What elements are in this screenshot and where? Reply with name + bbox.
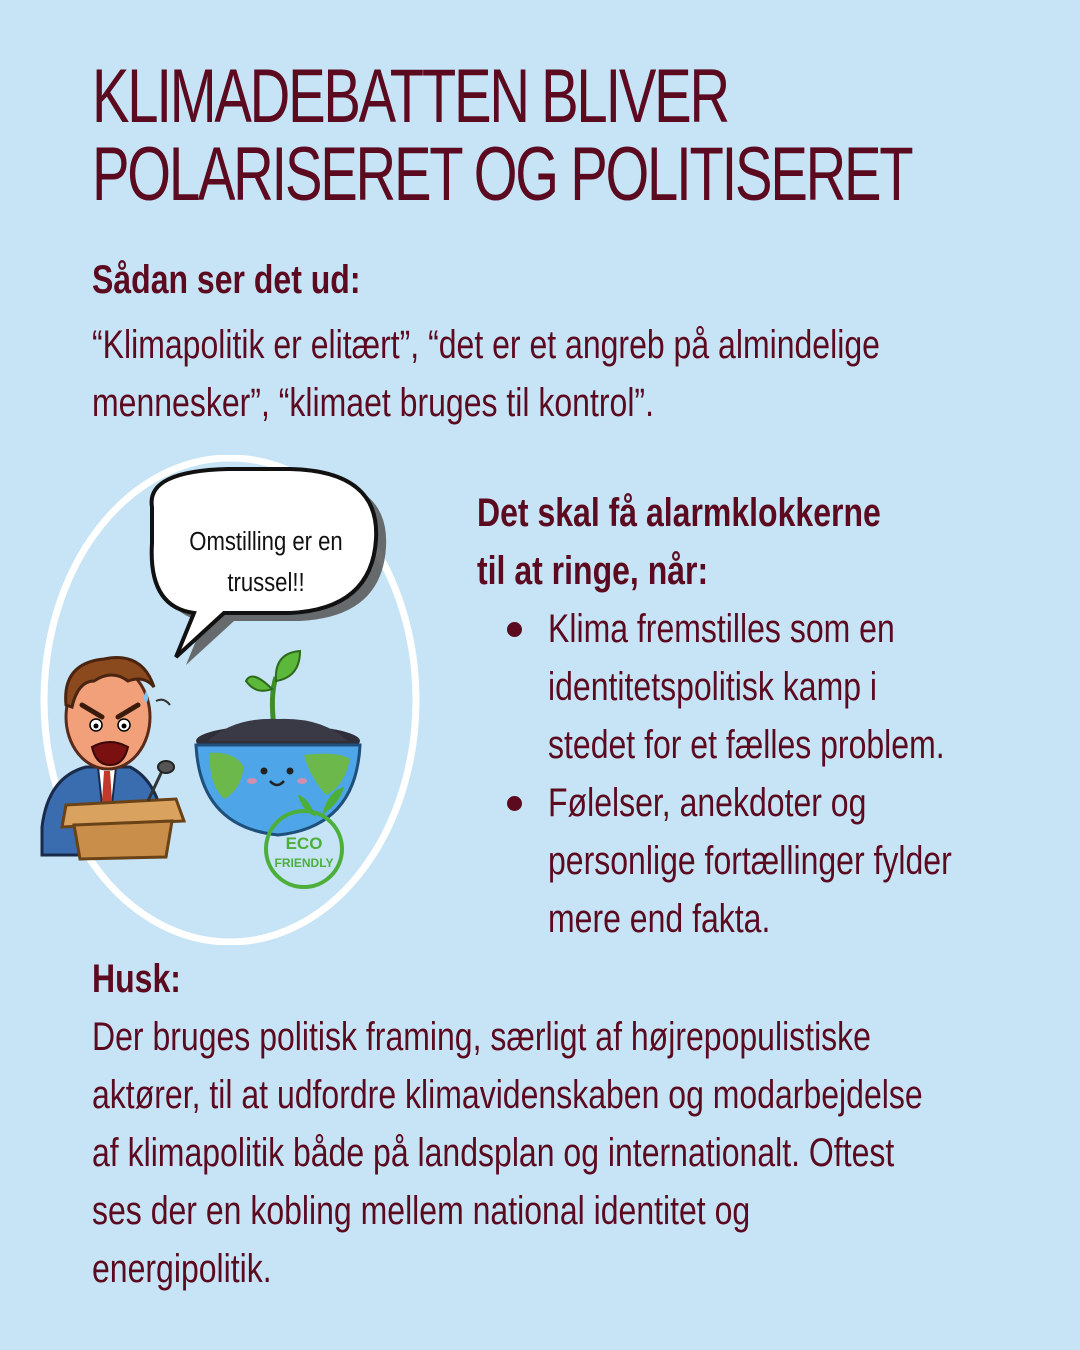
bullet-2-line-1: Følelser, anekdoter og (548, 781, 867, 825)
alarm-heading-line-1: Det skal få alarmklokkerne (477, 491, 881, 535)
husk-line-4: ses der en kobling mellem national identitet og (92, 1189, 751, 1233)
husk-line-2: aktører, til at udfordre klimavidenskaben og modarbejdelse (92, 1073, 923, 1117)
bullet-icon (507, 796, 522, 811)
bullet-icon (507, 622, 522, 637)
intro-line-1: “Klimapolitik er elitært”, “det er et angreb på almindelige (92, 323, 880, 367)
bullet-1-line-2: identitetspolitisk kamp i (548, 665, 878, 709)
alarm-heading-line-2: til at ringe, når: (477, 549, 709, 593)
husk-text (92, 1008, 923, 1298)
bullet-1-line-3: stedet for et fælles problem. (548, 723, 945, 767)
speech-line-1: Omstilling er en (189, 527, 343, 557)
title-line-2: POLARISERET OG POLITISERET (92, 132, 912, 217)
bullet-2-line-3: mere end fakta. (548, 897, 771, 941)
intro-text (92, 316, 880, 432)
bullet-1-line-1: Klima fremstilles som en (548, 607, 895, 651)
husk-line-1: Der bruges politisk framing, særligt af højrepopulistiske (92, 1015, 871, 1059)
badge-line-1: ECO (285, 834, 323, 853)
husk-line-5: energipolitik. (92, 1247, 272, 1291)
bullet-text (548, 774, 952, 948)
speech-line-2: trussel!! (227, 568, 305, 598)
page-title (92, 54, 980, 217)
intro-line-2: mennesker”, “klimaet bruges til kontrol”. (92, 381, 654, 425)
badge-line-2: FRIENDLY (274, 856, 334, 870)
husk-heading: Husk: (92, 957, 181, 1001)
bullet-text (548, 600, 945, 774)
intro-heading: Sådan ser det ud: (92, 258, 361, 302)
alarm-heading (477, 484, 881, 600)
title-line-1: KLIMADEBATTEN BLIVER (92, 54, 728, 139)
illustration (38, 455, 423, 945)
bullet-2-line-2: personlige fortællinger fylder (548, 839, 952, 883)
husk-line-3: af klimapolitik både på landsplan og internationalt. Oftest (92, 1131, 895, 1175)
